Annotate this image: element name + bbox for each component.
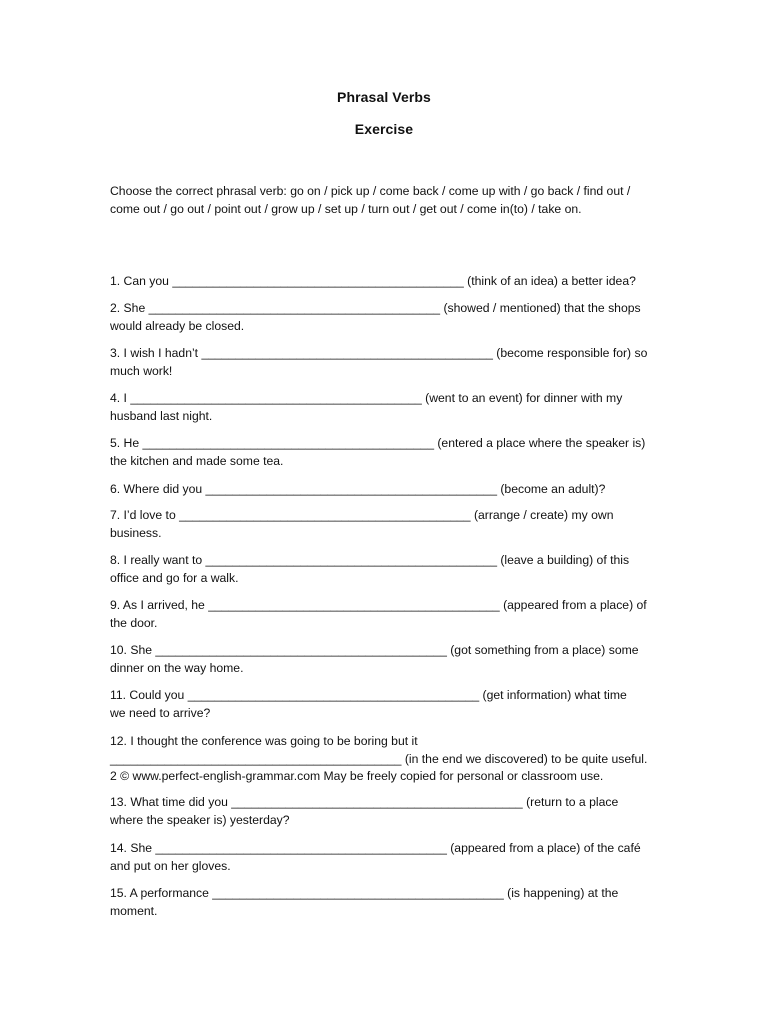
- question-1: [110, 272, 662, 290]
- question-text-continued: would already be closed.: [110, 319, 245, 333]
- question-text: 15. A performance ___________________________________________ (is happening) at the: [110, 886, 619, 900]
- question-text: 4. I ___________________________________________ (went to an event) for dinner with my: [110, 391, 623, 405]
- question-4: [110, 389, 662, 425]
- question-text-continued: and put on her gloves.: [110, 859, 231, 873]
- question-9: [110, 596, 662, 632]
- question-text: 10. She ___________________________________________ (got something from a place) some: [110, 643, 639, 657]
- question-text-continued: husband last night.: [110, 409, 213, 423]
- question-14: [110, 839, 662, 875]
- question-8: [110, 551, 662, 587]
- question-text: 11. Could you ___________________________________________ (get information) what time: [110, 688, 627, 702]
- question-5: [110, 434, 662, 470]
- question-text-continued: we need to arrive?: [110, 706, 211, 720]
- question-11: [110, 686, 662, 722]
- question-text-continued: ___________________________________________ (in the end we discovered) to be quite useful.: [110, 752, 648, 766]
- question-text-continued: much work!: [110, 364, 173, 378]
- question-15: [110, 884, 662, 920]
- page-subtitle: Exercise: [354, 121, 414, 137]
- instructions: Choose the correct phrasal verb: go on / pick up / come back / come up with / go back / find out / come out / go out / point out / grow up / set up / turn out / get out / come in(to) / take on.: [110, 184, 631, 216]
- question-text-continued: the kitchen and made some tea.: [110, 454, 284, 468]
- question-text: 5. He ___________________________________________ (entered a place where the speaker is): [110, 436, 646, 450]
- question-text-continued: moment.: [110, 904, 158, 918]
- question-text: 13. What time did you ___________________________________________ (return to a place: [110, 795, 619, 809]
- question-12: [110, 732, 662, 768]
- question-3: [110, 344, 662, 380]
- question-text: 12. I thought the conference was going to be boring but it: [110, 734, 418, 748]
- question-10: [110, 641, 662, 677]
- question-text: 2. She ___________________________________________ (showed / mentioned) that the shops: [110, 301, 641, 315]
- question-text-continued: where the speaker is) yesterday?: [110, 813, 290, 827]
- question-text: 9. As I arrived, he ___________________________________________ (appeared from a place) of: [110, 598, 647, 612]
- question-text-continued: business.: [110, 526, 162, 540]
- question-text: 3. I wish I hadn’t ___________________________________________ (become responsible for) so: [110, 346, 648, 360]
- copyright-note: 2 © www.perfect-english-grammar.com May be freely copied for personal or classroom use.: [110, 769, 604, 783]
- question-text: 1. Can you ___________________________________________ (think of an idea) a better idea?: [110, 274, 636, 288]
- question-6: [110, 480, 662, 498]
- question-text: 14. She ___________________________________________ (appeared from a place) of the café: [110, 841, 641, 855]
- question-text-continued: the door.: [110, 616, 158, 630]
- question-7: [110, 506, 662, 542]
- question-text: 7. I’d love to ___________________________________________ (arrange / create) my own: [110, 508, 614, 522]
- question-text: 8. I really want to ___________________________________________ (leave a building) of this: [110, 553, 630, 567]
- question-2: [110, 299, 662, 335]
- question-text: 6. Where did you ___________________________________________ (become an adult)?: [110, 482, 606, 496]
- page-title: Phrasal Verbs: [337, 89, 431, 105]
- question-13: [110, 793, 662, 829]
- question-text-continued: dinner on the way home.: [110, 661, 244, 675]
- question-text-continued: office and go for a walk.: [110, 571, 239, 585]
